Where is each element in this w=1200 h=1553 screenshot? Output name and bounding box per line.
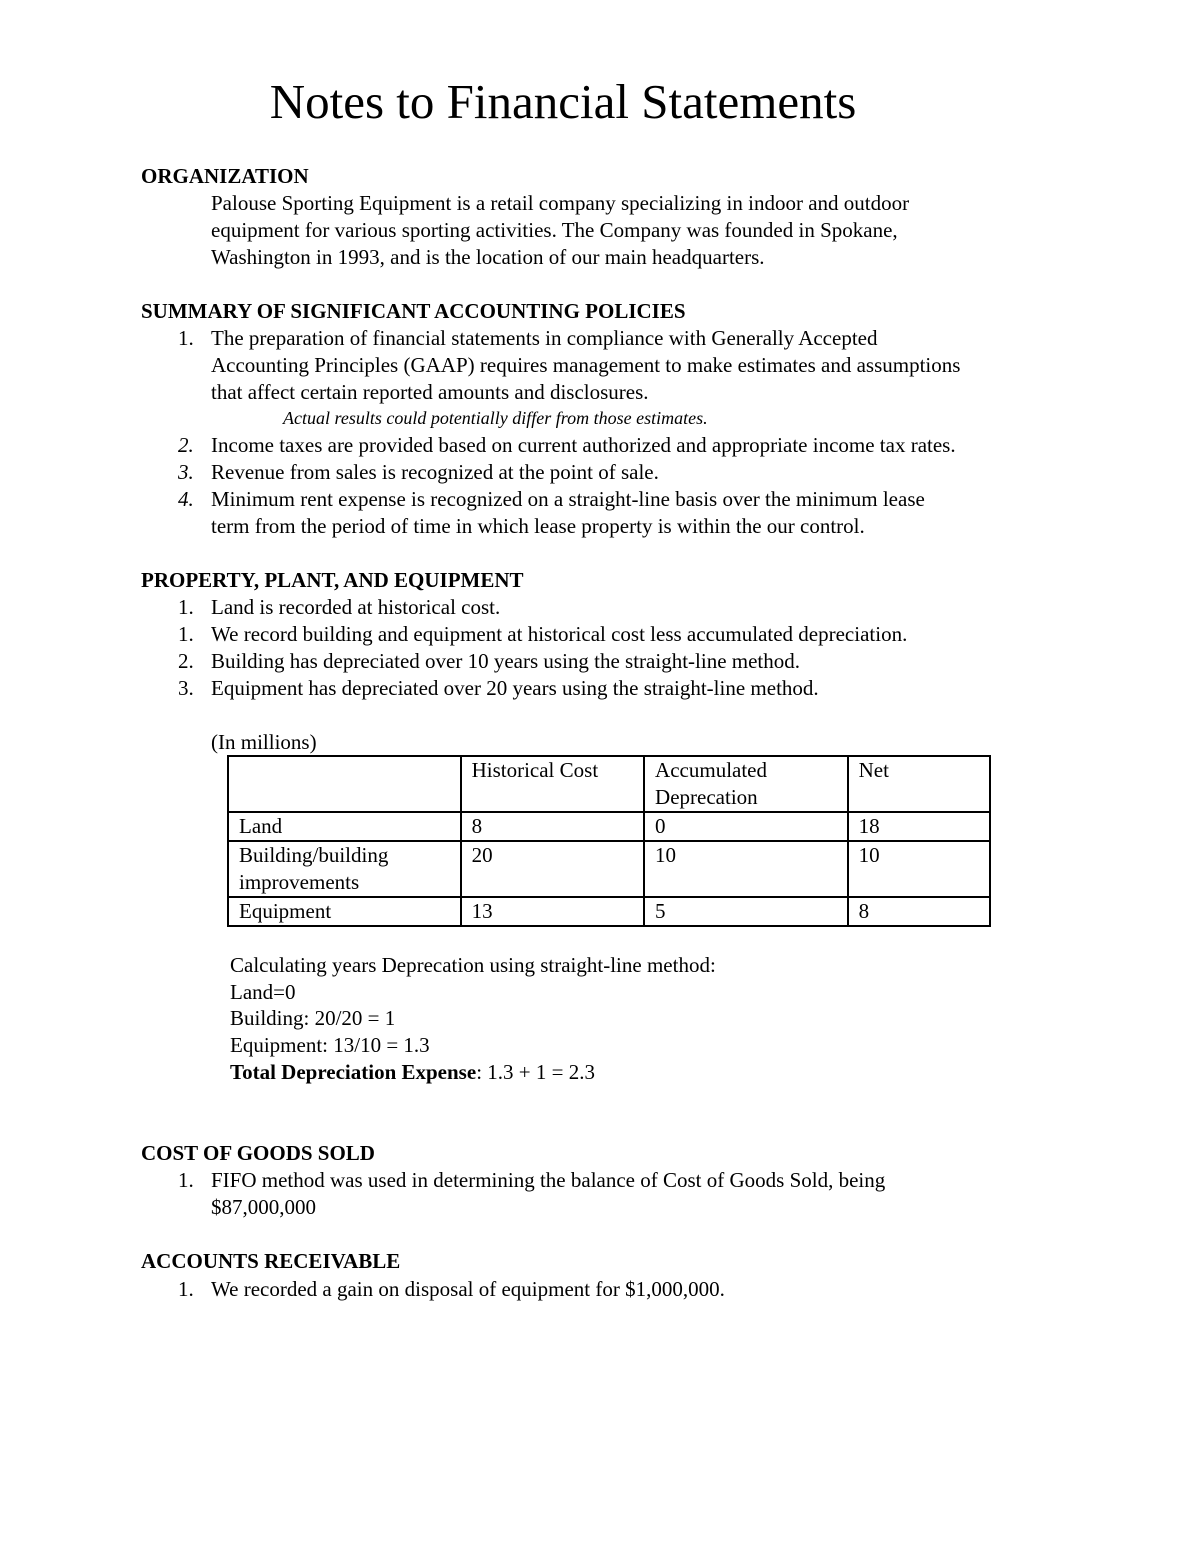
organization-line-2: equipment for various sporting activities. The Company was founded in Spokane, [211,218,898,242]
calc-equipment: Equipment: 13/10 = 1.3 [230,1033,430,1057]
policy-2-text: Income taxes are provided based on current authorized and appropriate income tax rates. [211,433,956,457]
calc-intro: Calculating years Deprecation using straight-line method: [230,953,716,977]
policy-1-line-1: The preparation of financial statements in compliance with Generally Accepted [211,326,878,350]
ppe-item-text: Land is recorded at historical cost. [211,595,501,619]
table-cell: 0 [644,812,848,841]
calc-total [230,1059,1030,1086]
table-header-row [228,756,990,812]
table-cell: Equipment [228,897,461,926]
organization-line-3: Washington in 1993, and is the location of our main headquarters. [211,245,765,269]
table-caption: (In millions) [211,730,317,754]
table-row [228,841,990,897]
table-cell: 8 [848,897,990,926]
ppe-item-number: 2. [178,649,194,673]
ar-item-number: 1. [178,1277,194,1301]
policy-4-line-1: Minimum rent expense is recognized on a straight-line basis over the minimum lease [211,487,925,511]
table-cell: 20 [461,841,644,897]
table-cell: 10 [644,841,848,897]
header-cell [228,756,461,812]
header-cell: Historical Cost [461,756,644,812]
table-row [228,812,990,841]
header-cell: Net [848,756,990,812]
policy-3-number: 3. [178,460,194,484]
table-cell: 10 [848,841,990,897]
organization-line-1: Palouse Sporting Equipment is a retail company specializing in indoor and outdoor [211,191,910,215]
policy-3-text: Revenue from sales is recognized at the point of sale. [211,460,659,484]
cogs-line-1: FIFO method was used in determining the balance of Cost of Goods Sold, being [211,1168,886,1192]
cogs-line-2: $87,000,000 [211,1195,316,1219]
ppe-item-number: 3. [178,676,194,700]
ppe-heading: PROPERTY, PLANT, AND EQUIPMENT [141,568,524,592]
header-cell: Accumulated Deprecation [644,756,848,812]
policy-1-number: 1. [178,326,194,350]
organization-heading: ORGANIZATION [141,164,309,188]
calc-total-label: Total Depreciation Expense [230,1060,477,1084]
policy-1-note: Actual results could potentially differ from those estimates. [283,408,708,428]
table-cell: 5 [644,897,848,926]
calc-land: Land=0 [230,980,296,1004]
ppe-item-text: Equipment has depreciated over 20 years using the straight-line method. [211,676,819,700]
table-row [228,897,990,926]
table-cell: Building/building improvements [228,841,461,897]
cogs-item-number: 1. [178,1168,194,1192]
table-cell: Land [228,812,461,841]
policy-1-line-2: Accounting Principles (GAAP) requires management to make estimates and assumptions [211,353,961,377]
policy-2-number: 2. [178,433,194,457]
ar-heading: ACCOUNTS RECEIVABLE [141,1249,401,1273]
table-cell: 18 [848,812,990,841]
calc-total-value: : 1.3 + 1 = 2.3 [476,1060,595,1084]
ppe-item-text: We record building and equipment at historical cost less accumulated depreciation. [211,622,908,646]
policy-4-number: 4. [178,487,194,511]
policies-heading: SUMMARY OF SIGNIFICANT ACCOUNTING POLICIES [141,299,686,323]
page-title: Notes to Financial Statements [269,74,857,129]
policy-1-line-3: that affect certain reported amounts and disclosures. [211,380,649,404]
policy-4-line-2: term from the period of time in which lease property is within the our control. [211,514,865,538]
ppe-table [227,755,991,927]
ppe-item-text: Building has depreciated over 10 years using the straight-line method. [211,649,801,673]
ar-item-text: We recorded a gain on disposal of equipment for $1,000,000. [211,1277,725,1301]
ppe-item-number: 1. [178,622,194,646]
cogs-heading: COST OF GOODS SOLD [141,1141,375,1165]
calc-building: Building: 20/20 = 1 [230,1006,396,1030]
table-cell: 13 [461,897,644,926]
table-cell: 8 [461,812,644,841]
ppe-item-number: 1. [178,595,194,619]
